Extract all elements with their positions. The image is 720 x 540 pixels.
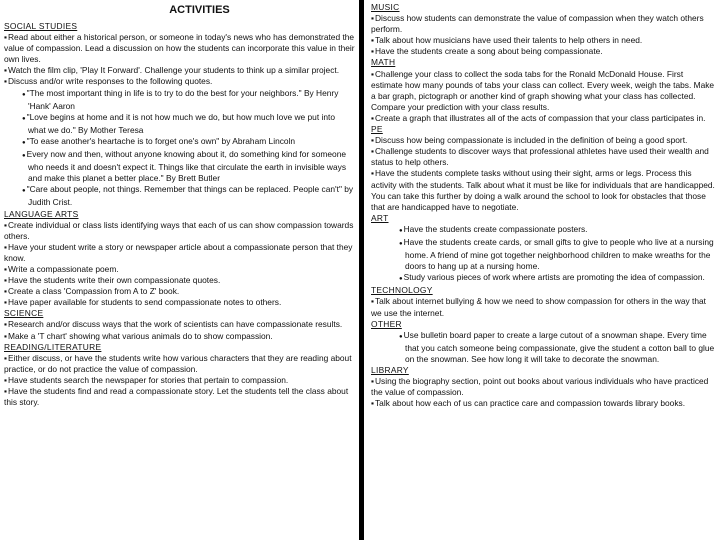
activity-item: ▪ Research and/or discuss ways that the work of scientists can have compassionate results. bbox=[4, 319, 355, 330]
activity-subitem: ● Have the students create compassionate posters. bbox=[371, 224, 716, 237]
section-heading: PE bbox=[371, 124, 383, 135]
section-heading: MUSIC bbox=[371, 2, 400, 12]
activity-item: ▪ Talk about how musicians have used their talents to help others in need. bbox=[371, 35, 716, 46]
quote-item: ● "The most important thing in life is to try to do the best for your neighbors." By Henry 'Hank' Aaron bbox=[4, 88, 355, 112]
activity-item: ▪ Have students search the newspaper for stories that pertain to compassion. bbox=[4, 375, 355, 386]
activity-item: ▪ Have your student write a story or newspaper article about a compassionate person that they know. bbox=[4, 242, 355, 264]
page-title: ACTIVITIES bbox=[169, 4, 230, 16]
activity-item: ▪ Have the students create a song about being compassionate. bbox=[371, 46, 716, 57]
activity-item: ▪ Have paper available for students to send compassionate notes to others. bbox=[4, 297, 355, 308]
activity-item: ▪ Discuss how being compassionate is included in the definition of being a good sport. bbox=[371, 135, 716, 146]
activity-item: ▪ Using the biography section, point out books about various individuals who have practiced the value of compassion. bbox=[371, 376, 716, 398]
quote-item: ● "To ease another's heartache is to forget one's own" by Abraham Lincoln bbox=[4, 136, 355, 149]
activity-subitem: ● Have the students create cards, or small gifts to give to people who live at a nursing home. A friend of mine got together neighborhood children to make wreaths for the doors to hang up at a nursing home. bbox=[371, 237, 716, 272]
activity-subitem: ● Study various pieces of work where artists are promoting the idea of compassion. bbox=[371, 272, 716, 285]
activity-item: ▪ Read about either a historical person, or someone in today's news who has demonstrated the value of compassion. Lead a discussion on how the students can incorporate this value in their own lives. bbox=[4, 32, 355, 65]
section-heading: READING/LITERATURE bbox=[4, 341, 102, 352]
activity-subitem: ● Use bulletin board paper to create a large cutout of a snowman shape. Every time that you catch someone being compassionate, give the student a cotton ball to glue on the snowman. See how long it will take to decorate the snowman. bbox=[371, 330, 716, 365]
left-column bbox=[0, 0, 359, 540]
section-heading: SOCIAL STUDIES bbox=[4, 21, 78, 31]
activity-item: ▪ Create a class 'Compassion from A to Z' book. bbox=[4, 286, 355, 297]
activity-item: ▪ Discuss how students can demonstrate the value of compassion when they watch others perform. bbox=[371, 13, 716, 35]
activity-item: ▪ Have the students complete tasks without using their sight, arms or legs. Process this activity with the students. Talk about what it must be like for individuals that are handicapped. You can take this further by doing a walk around the school to look for obstacles that those that are handicapped have to negotiate. bbox=[371, 168, 716, 212]
activity-item: ▪ Challenge your class to collect the soda tabs for the Ronald McDonald House. First estimate how many pounds of tabs your class can collect. Every week, weigh the tabs. Make a bar graph, pictograph or another kind of graph showing what your class has collected. Compare your prediction with your class results. bbox=[371, 69, 716, 113]
activity-item: ▪ Challenge students to discover ways that professional athletes have used their wealth and status to help others. bbox=[371, 146, 716, 168]
activity-item: ▪ Have the students write their own compassionate quotes. bbox=[4, 275, 355, 286]
section-heading: SCIENCE bbox=[4, 308, 44, 319]
right-activity-list bbox=[371, 2, 716, 409]
activity-item: ▪ Create individual or class lists identifying ways that each of us can show compassion towards others. bbox=[4, 220, 355, 242]
activity-item: ▪ Talk about internet bullying & how we need to show compassion for others in the way that we use the internet. bbox=[371, 296, 716, 318]
activity-item: ▪ Talk about how each of us can practice care and compassion towards library books. bbox=[371, 398, 716, 409]
activity-item: ▪ Watch the film clip, 'Play It Forward'. Challenge your students to think up a similar project. bbox=[4, 65, 355, 76]
activity-item: ▪ Have the students find and read a compassionate story. Let the students tell the class about this story. bbox=[4, 386, 355, 408]
activity-item: ▪ Create a graph that illustrates all of the acts of compassion that your class participates in. bbox=[371, 113, 716, 124]
section-heading: MATH bbox=[371, 57, 396, 68]
quote-item: ● "Care about people, not things. Remember that things can be replaced. People can't" by Judith Crist. bbox=[4, 184, 355, 208]
left-activity-list bbox=[4, 21, 355, 408]
activity-item: ▪ Write a compassionate poem. bbox=[4, 264, 355, 275]
activity-item: ▪ Discuss and/or write responses to the following quotes. bbox=[4, 76, 355, 87]
right-column bbox=[364, 0, 720, 540]
section-heading: OTHER bbox=[371, 318, 402, 329]
section-heading: ART bbox=[371, 212, 389, 223]
section-heading: TECHNOLOGY bbox=[371, 285, 433, 296]
section-heading: LIBRARY bbox=[371, 365, 409, 375]
activity-item: ▪ Either discuss, or have the students write how various characters that they are reading about practice, or do not practice the value of compassion. bbox=[4, 353, 355, 375]
quote-item: ● Every now and then, without anyone knowing about it, do something kind for someone who needs it and doesn't expect it. Things like that circulate the earth in invisible ways and make this planet a better place." By Brett Butler bbox=[4, 149, 355, 184]
activity-item: ▪ Make a 'T chart' showing what various animals do to show compassion. bbox=[4, 331, 355, 342]
quote-item: ● "Love begins at home and it is not how much we do, but how much love we put into what we do." By Mother Teresa bbox=[4, 112, 355, 136]
section-heading: LANGUAGE ARTS bbox=[4, 208, 79, 219]
